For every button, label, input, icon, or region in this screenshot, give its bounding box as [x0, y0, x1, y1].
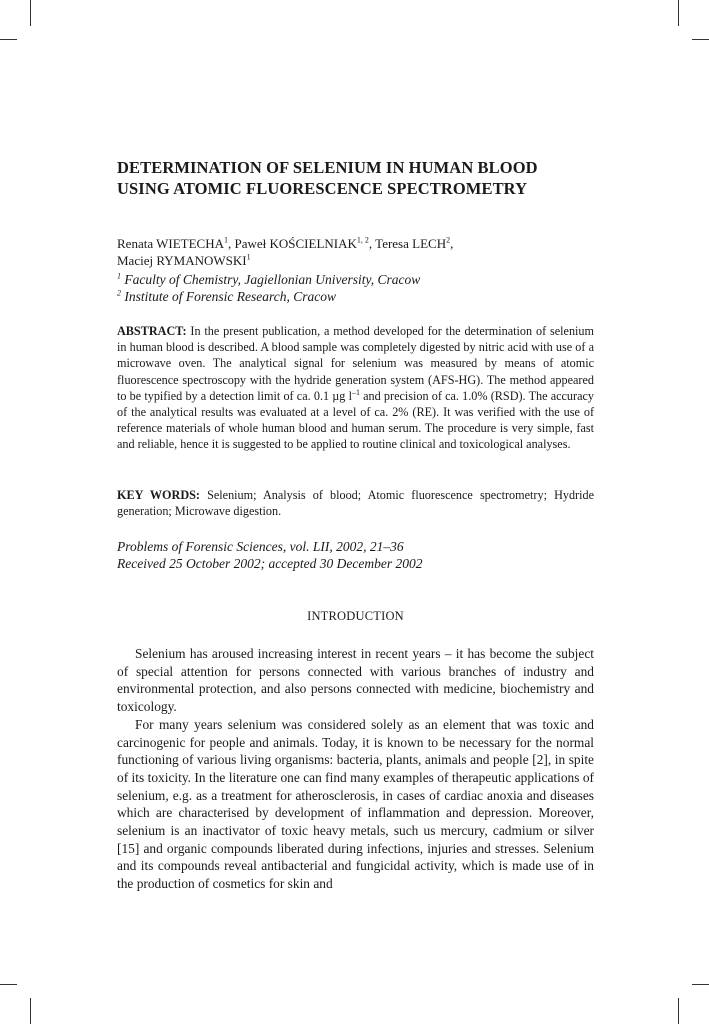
author-name: Renata WIETECHA [117, 236, 224, 251]
keywords-label: KEY WORDS: [117, 488, 200, 502]
keywords [117, 487, 594, 519]
affiliation-number: 1 [117, 271, 121, 281]
abstract-text-continued: and precision of ca. 1.0% (RSD). The accuracy of the analytical results was evaluated at a level of ca. 2% (RE). It was verified with the use of reference materials of whole human blood and human serum. The procedure is very simple, fast and reliable, hence it is suggested to be applied to routine clinical and toxicological analyses. [117, 388, 594, 452]
journal-received: Received 25 October 2002; accepted 30 December 2002 [117, 556, 423, 571]
abstract [117, 323, 594, 453]
author-name: Paweł KOŚCIELNIAK [234, 236, 357, 251]
affiliation [117, 288, 594, 305]
author-affiliation-mark: 1, 2 [356, 235, 369, 245]
body-text [117, 645, 594, 893]
affiliation [117, 271, 594, 288]
affiliation-list [117, 271, 594, 305]
abstract-text: In the present publication, a method developed for the determination of selenium in human blood is described. A blood sample was completely digested by nitric acid with use of a microwave oven. The analytical signal for selenium was measured by means of atomic fluorescence spectroscopy with the hydride generation system (AFS-HG). The method appeared to be typified by a detection limit of ca. 0.1 µg l [117, 324, 595, 403]
abstract-label: ABSTRACT: [117, 324, 187, 338]
author-name: Teresa LECH [375, 236, 447, 251]
author-name: Maciej RYMANOWSKI [117, 253, 247, 268]
journal-info [117, 538, 594, 572]
crop-mark [30, 998, 31, 1024]
author-list: Renata WIETECHA$^1$, Paweł KOŚCIELNIAK$^{1, 2}$, Teresa LECH$^2$, Maciej RYMANOWSKI$^1$ [117, 235, 454, 268]
crop-mark [692, 984, 709, 985]
author-affiliation-mark: 2 [446, 235, 451, 245]
author-affiliation-mark: 1 [246, 252, 251, 262]
keywords-text: Selenium; Analysis of blood; Atomic fluorescence spectrometry; Hydride generation; Microwave digestion. [117, 488, 595, 519]
affiliation-text: Institute of Forensic Research, Cracow [124, 289, 336, 304]
crop-mark [0, 984, 17, 985]
author-affiliation-mark: 1 [223, 235, 228, 245]
crop-mark [0, 39, 17, 40]
crop-mark [30, 0, 31, 26]
abstract-unit-exponent: –1 [351, 387, 360, 397]
affiliation-text: Faculty of Chemistry, Jagiellonian University, Cracow [124, 272, 421, 287]
paragraph: Selenium has aroused increasing interest in recent years – it has become the subject of special attention for persons connected with various branches of industry and environmental protection, and also persons connected with medicine, biochemistry and toxicology. [117, 646, 594, 715]
journal-citation: Problems of Forensic Sciences, vol. LII, 2002, 21–36 [117, 539, 404, 554]
crop-mark [678, 998, 679, 1024]
crop-mark [692, 39, 709, 40]
affiliation-number: 2 [117, 288, 121, 298]
article-title: DETERMINATION OF SELENIUM IN HUMAN BLOOD USING ATOMIC FLUORESCENCE SPECTROMETRY [117, 158, 538, 198]
paragraph: For many years selenium was considered solely as an element that was toxic and carcinogenic for people and animals. Today, it is known to be necessary for the normal functioning of various living organisms: bacteria, plants, animals and people [2], in spite of its toxicity. In the literature one can find many examples of therapeutic applications of selenium, e.g. as a treatment for atherosclerosis, in cases of cardiac anoxia and diseases which are characterised by development of inflammation and depression. Moreover, selenium is an inactivator of toxic heavy metals, such us mercury, cadmium or silver [15] and organic compounds liberated during infections, injuries and stresses. Selenium and its compounds reveal antibacterial and fungicidal activity, which is made use of in the production of cosmetics for skin and [117, 716, 594, 892]
section-heading: INTRODUCTION [307, 609, 404, 623]
crop-mark [678, 0, 679, 26]
